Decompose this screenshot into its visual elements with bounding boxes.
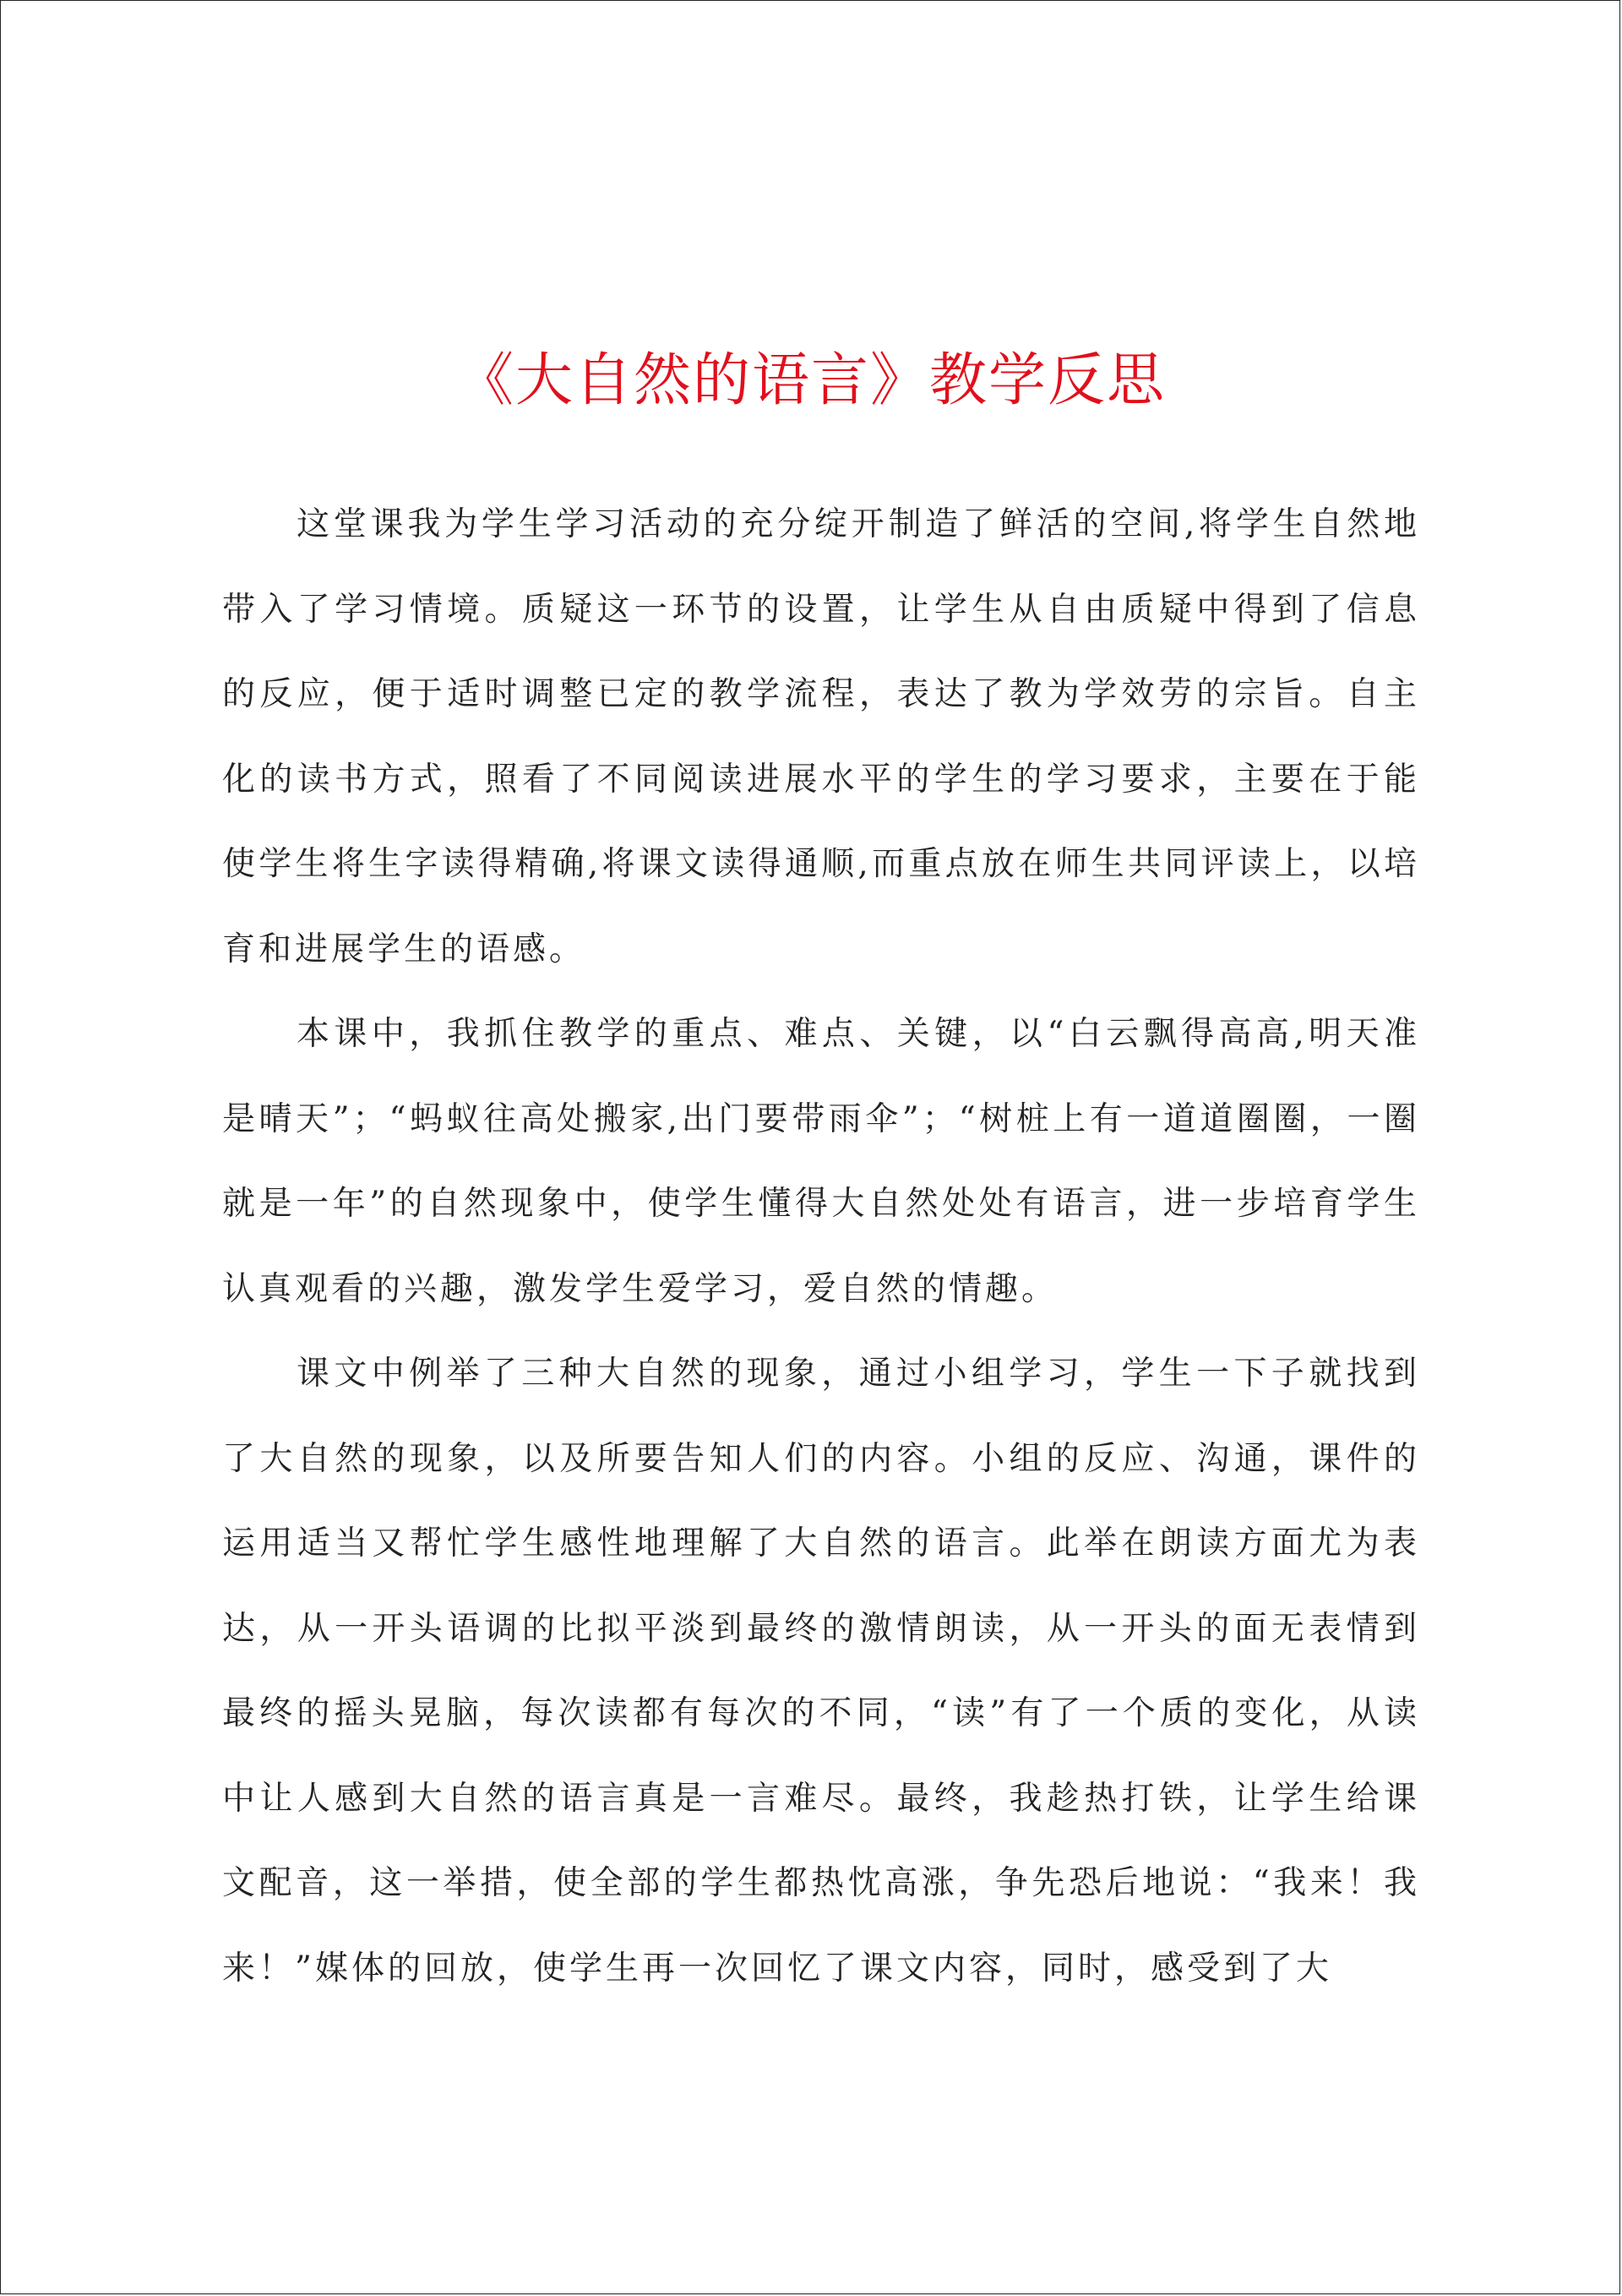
paragraph: 课文中例举了三种大自然的现象，通过小组学习，学生一下子就找到了大自然的现象，以及所要告知人们的内容。小组的反应、沟通，课件的运用适当又帮忙学生感性地理解了大自然的语言。此举在朗读方面尤为表达，从一开头语调的比拟平淡到最终的激情朗读，从一开头的面无表情到最终的摇头晃脑，每次读都有每次的不同，“读”有了一个质的变化，从读中让人感到大自然的语言真是一言难尽。最终，我趁热打铁，让学生给课文配音，这一举措，使全部的学生都热忱高涨，争先恐后地说：“我来！我来！”媒体的回放，使学生再一次回忆了课文内容，同时，感受到了大 [222, 1355, 1420, 1988]
document-title: 《大自然的语言》教学反思 [455, 347, 1166, 414]
paragraph: 这堂课我为学生学习活动的充分绽开制造了鲜活的空间,将学生自然地带入了学习情境。质疑这一环节的设置，让学生从自由质疑中得到了信息的反应，便于适时调整已定的教学流程，表达了教为学效劳的宗旨。自主化的读书方式，照看了不同阅读进展水平的学生的学习要求，主要在于能使学生将生字读得精确,将课文读得通顺,而重点放在师生共同评读上，以培育和进展学生的语感。 [222, 505, 1420, 968]
paragraph: 本课中，我抓住教学的重点、难点、关键，以“白云飘得高高,明天准是晴天”；“蚂蚁往高处搬家,出门要带雨伞”；“树桩上有一道道圈圈，一圈就是一年”的自然现象中，使学生懂得大自然处处有语言，进一步培育学生认真观看的兴趣，激发学生爱学习，爱自然的情趣。 [222, 1015, 1420, 1308]
document-body [222, 483, 1420, 2011]
